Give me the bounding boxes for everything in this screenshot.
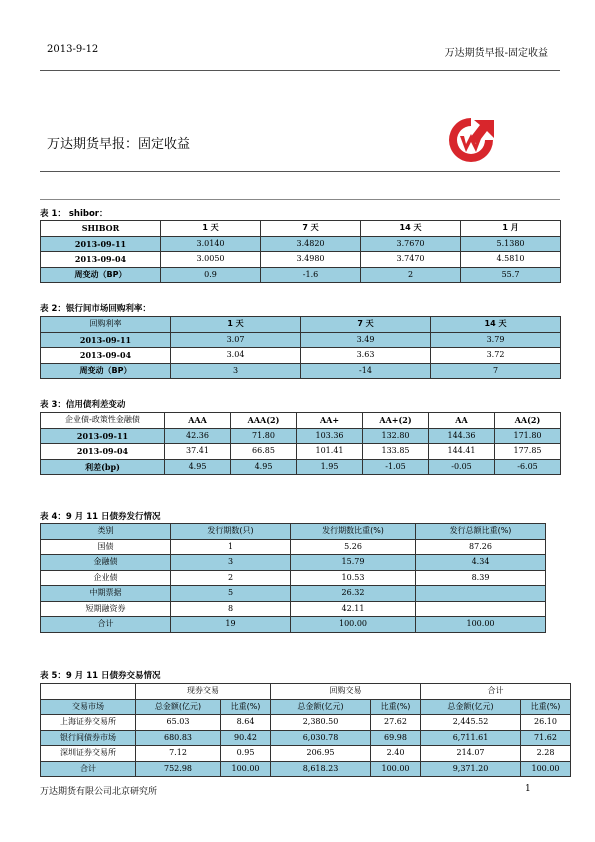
table-header-cell: 14 天: [431, 317, 561, 333]
table-cell: 6,711.61: [421, 730, 521, 746]
table-header-cell: 发行期数比重(%): [291, 524, 416, 540]
table-cell: 7.12: [136, 746, 221, 762]
table-cell: 171.80: [495, 428, 561, 444]
table-cell: 4.5810: [461, 252, 561, 268]
table5-caption: 表 5：9 月 11 日债券交易情况: [40, 671, 161, 681]
table-cell: 4.95: [165, 459, 231, 475]
table-row: [41, 459, 561, 475]
table-cell: 深圳证券交易所: [41, 746, 136, 762]
table-cell: 71.80: [231, 428, 297, 444]
credit-spread-table: [40, 412, 561, 475]
table-cell: 100.00: [371, 761, 421, 777]
table-cell: 3.0050: [161, 252, 261, 268]
shibor-table: [40, 220, 561, 283]
table-cell: 2013-09-11: [41, 428, 165, 444]
table-row: [41, 586, 546, 602]
table-row: [41, 348, 561, 364]
table-header-cell: AA+(2): [363, 413, 429, 429]
table-cell: 9,371.20: [421, 761, 521, 777]
table-cell: 144.41: [429, 444, 495, 460]
header-title: 万达期货早报-固定收益: [444, 48, 548, 59]
table-header-cell: 发行期数(只): [171, 524, 291, 540]
table-header-cell: AA: [429, 413, 495, 429]
table-cell: 71.62: [521, 730, 571, 746]
table-cell: 42.11: [291, 601, 416, 617]
footer-company: 万达期货有限公司北京研究所: [40, 787, 158, 797]
table-header-cell: 1 天: [171, 317, 301, 333]
table-row: [41, 746, 571, 762]
table-header-cell: 回购利率: [41, 317, 171, 333]
table-cell: 132.80: [363, 428, 429, 444]
table-header-cell: 7 天: [261, 221, 361, 237]
table-cell: 短期融资券: [41, 601, 171, 617]
table-header-cell: 7 天: [301, 317, 431, 333]
table-header-cell: 交易市场: [41, 699, 136, 715]
table-cell: 680.83: [136, 730, 221, 746]
table-cell: 100.00: [291, 617, 416, 633]
table-cell: 103.36: [297, 428, 363, 444]
table-cell: 周变动（BP）: [41, 363, 171, 379]
table-cell: 2,380.50: [271, 715, 371, 731]
table-cell: 3.63: [301, 348, 431, 364]
table-header-cell: AAA: [165, 413, 231, 429]
table-cell: -1.6: [261, 267, 361, 283]
table-cell: 6,030.78: [271, 730, 371, 746]
table-row: [41, 715, 571, 731]
table-cell: 3.72: [431, 348, 561, 364]
table-cell: 中期票据: [41, 586, 171, 602]
table-row: [41, 444, 561, 460]
table-cell: 177.85: [495, 444, 561, 460]
table-group-header-row: [41, 684, 571, 700]
table-row: [41, 555, 546, 571]
table-cell: 国债: [41, 539, 171, 555]
table-cell: 2,445.52: [421, 715, 521, 731]
table-header-cell: 1 天: [161, 221, 261, 237]
table-cell: 10.53: [291, 570, 416, 586]
table-cell: 8.64: [221, 715, 271, 731]
table-cell: 2: [361, 267, 461, 283]
table-header-cell: [41, 684, 136, 700]
table-cell: 37.41: [165, 444, 231, 460]
table-row: [41, 539, 546, 555]
table3-caption: 表 3：信用债利差变动: [40, 400, 126, 410]
table-cell: 2013-09-11: [41, 236, 161, 252]
table-row: [41, 252, 561, 268]
table-cell: 3.0140: [161, 236, 261, 252]
table-cell: 2.40: [371, 746, 421, 762]
table-cell: 100.00: [221, 761, 271, 777]
table-cell: -6.05: [495, 459, 561, 475]
table-cell: 4.95: [231, 459, 297, 475]
table-cell: 2013-09-04: [41, 444, 165, 460]
table-header-row: [41, 699, 571, 715]
table-cell: 8,618.23: [271, 761, 371, 777]
table-cell: 2013-09-04: [41, 348, 171, 364]
table-header-cell: 现券交易: [136, 684, 271, 700]
table-cell: 5: [171, 586, 291, 602]
table1-caption: 表 1： shibor：: [40, 209, 108, 219]
table-cell: 1: [171, 539, 291, 555]
table-header-cell: 14 天: [361, 221, 461, 237]
table-header-cell: AA(2): [495, 413, 561, 429]
table-cell: 100.00: [416, 617, 546, 633]
table-cell: 66.85: [231, 444, 297, 460]
table-cell: 3.07: [171, 332, 301, 348]
table-header-row: [41, 221, 561, 237]
table-row: [41, 267, 561, 283]
title-rule: [40, 171, 560, 172]
table-cell: 100.00: [521, 761, 571, 777]
table-cell: 利差(bp): [41, 459, 165, 475]
table-cell: 65.03: [136, 715, 221, 731]
table-header-row: [41, 317, 561, 333]
table-row: [41, 617, 546, 633]
table-cell: 26.32: [291, 586, 416, 602]
section-rule: [40, 199, 560, 200]
table-header-cell: 比重(%): [221, 699, 271, 715]
table-cell: -0.05: [429, 459, 495, 475]
table-cell: 90.42: [221, 730, 271, 746]
table-cell: 15.79: [291, 555, 416, 571]
table-cell: 3.49: [301, 332, 431, 348]
table-cell: 1.95: [297, 459, 363, 475]
repo-rate-table: [40, 316, 561, 379]
table-cell: 5.1380: [461, 236, 561, 252]
bond-issuance-table: [40, 523, 546, 633]
table-cell: 3.4980: [261, 252, 361, 268]
table-header-cell: AAA(2): [231, 413, 297, 429]
table-header-row: [41, 524, 546, 540]
table-cell: 752.98: [136, 761, 221, 777]
table-cell: 27.62: [371, 715, 421, 731]
table-cell: 2: [171, 570, 291, 586]
table-row: [41, 730, 571, 746]
table-cell: 55.7: [461, 267, 561, 283]
header-date: 2013-9-12: [47, 44, 99, 55]
table-header-cell: 总金额(亿元): [421, 699, 521, 715]
table-cell: 2013-09-04: [41, 252, 161, 268]
table-cell: 7: [431, 363, 561, 379]
table-cell: 133.85: [363, 444, 429, 460]
table-row: [41, 601, 546, 617]
table-cell: 8: [171, 601, 291, 617]
table-cell: 3.7470: [361, 252, 461, 268]
table-cell: 0.95: [221, 746, 271, 762]
company-logo-icon: [444, 114, 498, 166]
table-header-cell: SHIBOR: [41, 221, 161, 237]
table-row: [41, 236, 561, 252]
table-header-cell: 合计: [421, 684, 571, 700]
table-header-cell: 企业债-政策性金融债: [41, 413, 165, 429]
table-cell: 3.7670: [361, 236, 461, 252]
table-cell: 企业债: [41, 570, 171, 586]
table-row: [41, 761, 571, 777]
table-cell: 3.4820: [261, 236, 361, 252]
table-cell: 5.26: [291, 539, 416, 555]
page-number: 1: [525, 784, 531, 794]
table-cell: 206.95: [271, 746, 371, 762]
table-cell: 合计: [41, 617, 171, 633]
table-row: [41, 332, 561, 348]
table-cell: 合计: [41, 761, 136, 777]
table-cell: 144.36: [429, 428, 495, 444]
table-header-row: [41, 413, 561, 429]
table-cell: 8.39: [416, 570, 546, 586]
table-row: [41, 570, 546, 586]
table-cell: 3: [171, 363, 301, 379]
table-cell: 2.28: [521, 746, 571, 762]
table-cell: [416, 601, 546, 617]
table-cell: [416, 586, 546, 602]
table-cell: 0.9: [161, 267, 261, 283]
table-cell: 87.26: [416, 539, 546, 555]
header-rule: [40, 70, 560, 71]
table-cell: 金融债: [41, 555, 171, 571]
table-row: [41, 428, 561, 444]
table-cell: 3.04: [171, 348, 301, 364]
table-cell: 19: [171, 617, 291, 633]
table-cell: 214.07: [421, 746, 521, 762]
table-cell: 2013-09-11: [41, 332, 171, 348]
table-header-cell: 1 月: [461, 221, 561, 237]
table-header-cell: 总金额(亿元): [136, 699, 221, 715]
table2-caption: 表 2：银行间市场回购利率：: [40, 304, 151, 314]
table-header-cell: 发行总额比重(%): [416, 524, 546, 540]
table-header-cell: 比重(%): [521, 699, 571, 715]
bond-trading-table: [40, 683, 571, 777]
table-cell: 69.98: [371, 730, 421, 746]
table-cell: -14: [301, 363, 431, 379]
table-header-cell: 总金额(亿元): [271, 699, 371, 715]
table-cell: 上海证券交易所: [41, 715, 136, 731]
table-row: [41, 363, 561, 379]
table-cell: -1.05: [363, 459, 429, 475]
table-cell: 26.10: [521, 715, 571, 731]
table-header-cell: 回购交易: [271, 684, 421, 700]
table4-caption: 表 4：9 月 11 日债券发行情况: [40, 512, 161, 522]
document-title: 万达期货早报：固定收益: [47, 137, 191, 152]
table-cell: 101.41: [297, 444, 363, 460]
table-header-cell: 类别: [41, 524, 171, 540]
table-cell: 4.34: [416, 555, 546, 571]
table-cell: 周变动（BP）: [41, 267, 161, 283]
table-header-cell: AA+: [297, 413, 363, 429]
table-cell: 3: [171, 555, 291, 571]
table-cell: 3.79: [431, 332, 561, 348]
table-cell: 42.36: [165, 428, 231, 444]
table-header-cell: 比重(%): [371, 699, 421, 715]
table-cell: 银行间债券市场: [41, 730, 136, 746]
